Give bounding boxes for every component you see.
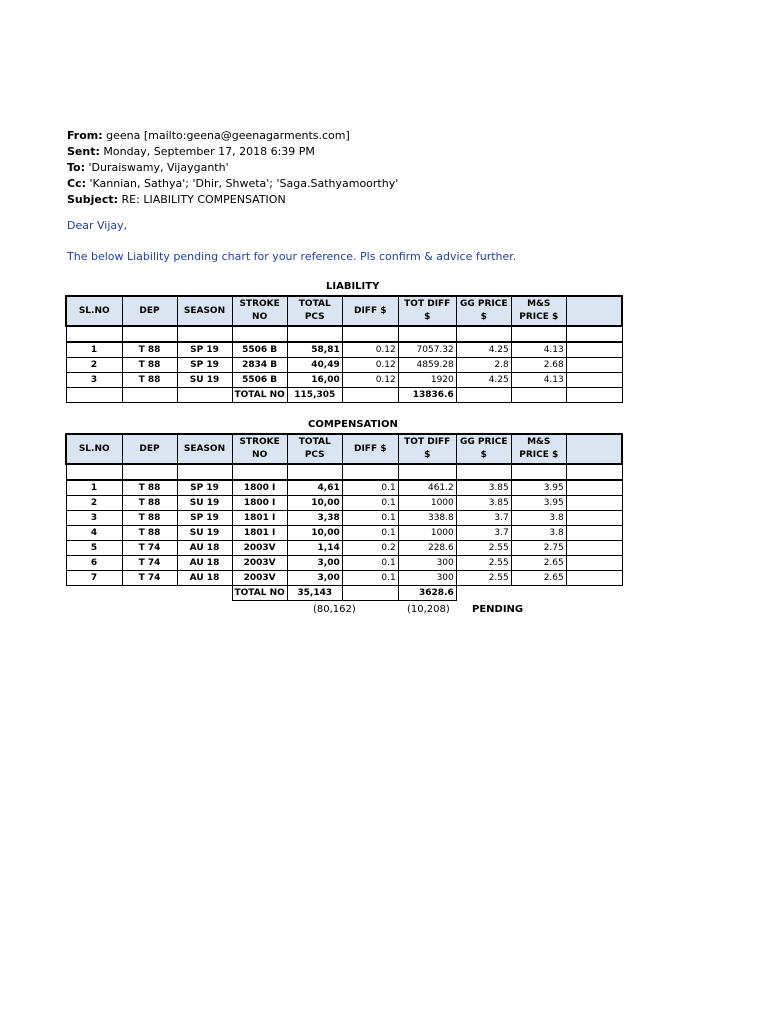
column-header: TOTAL PCS [287,296,342,326]
empty-cell [122,388,177,403]
blank-cell [287,464,342,480]
cell-dep: T 74 [122,541,177,556]
pending-pcs: (80,162) [313,604,356,615]
column-header [566,296,622,326]
cell-stroke: 2834 B [232,358,287,373]
table-row [66,511,622,526]
cc-row [67,176,398,192]
column-header: STROKE NO [232,434,287,464]
cell-sl: 1 [66,342,122,358]
cell-totdiff: 300 [398,571,456,586]
total-label: TOTAL NO [232,388,287,403]
cell-sl: 7 [66,571,122,586]
empty-cell [456,388,511,403]
empty-cell [566,480,622,496]
cell-diff: 0.1 [342,556,398,571]
cell-stroke: 5506 B [232,342,287,358]
cell-sl: 2 [66,358,122,373]
table-row [66,496,622,511]
cell-diff: 0.12 [342,358,398,373]
cell-pcs: 58,81 [287,342,342,358]
cell-diff: 0.1 [342,511,398,526]
cell-gg: 2.55 [456,571,511,586]
column-header: STROKE NO [232,296,287,326]
empty-cell [122,586,177,601]
empty-cell [566,541,622,556]
column-header: GG PRICE $ [456,434,511,464]
cell-season: SP 19 [177,511,232,526]
cell-pcs: 16,00 [287,373,342,388]
column-header: DEP [122,296,177,326]
cell-sl: 1 [66,480,122,496]
blank-cell [232,464,287,480]
subject-value: RE: LIABILITY COMPENSATION [118,193,286,206]
cell-totdiff: 228.6 [398,541,456,556]
to-label: To: [67,161,85,174]
cell-totdiff: 338.8 [398,511,456,526]
column-header: DIFF $ [342,296,398,326]
cell-ms: 4.13 [511,342,566,358]
blank-cell [122,464,177,480]
cell-totdiff: 461.2 [398,480,456,496]
column-header: DIFF $ [342,434,398,464]
empty-cell [566,511,622,526]
subject-label: Subject: [67,193,119,206]
cell-gg: 3.7 [456,526,511,541]
cell-stroke: 2003V [232,541,287,556]
blank-cell [456,326,511,342]
cell-pcs: 10,00 [287,526,342,541]
blank-cell [566,326,622,342]
cell-sl: 4 [66,526,122,541]
blank-cell [342,326,398,342]
empty-cell [511,586,566,601]
cell-ms: 3.8 [511,511,566,526]
column-header: SEASON [177,434,232,464]
blank-cell [398,464,456,480]
cell-dep: T 74 [122,571,177,586]
cell-stroke: 1800 I [232,480,287,496]
header-row [66,296,622,326]
cell-pcs: 10,00 [287,496,342,511]
column-header: M&S PRICE $ [511,434,566,464]
empty-cell [566,342,622,358]
cell-pcs: 1,14 [287,541,342,556]
cell-sl: 3 [66,373,122,388]
blank-cell [66,326,122,342]
cell-diff: 0.12 [342,342,398,358]
blank-cell [287,326,342,342]
blank-cell [122,326,177,342]
empty-cell [456,586,511,601]
email-header [67,128,398,208]
column-header: SEASON [177,296,232,326]
cell-pcs: 3,00 [287,571,342,586]
blank-cell [566,464,622,480]
blank-cell [177,326,232,342]
blank-cell [511,464,566,480]
cell-gg: 4.25 [456,342,511,358]
cc-value: 'Kannian, Sathya'; 'Dhir, Shweta'; 'Saga.Sathyamoorthy' [86,177,399,190]
cell-gg: 2.55 [456,541,511,556]
cell-ms: 2.75 [511,541,566,556]
cell-gg: 3.7 [456,511,511,526]
cell-ms: 3.8 [511,526,566,541]
cell-totdiff: 7057.32 [398,342,456,358]
cc-label: Cc: [67,177,86,190]
cell-diff: 0.1 [342,496,398,511]
total-diff: 3628.6 [398,586,456,601]
cell-sl: 6 [66,556,122,571]
total-label: TOTAL NO [232,586,287,601]
liability-title: LIABILITY [326,281,380,292]
cell-ms: 2.65 [511,556,566,571]
cell-sl: 5 [66,541,122,556]
empty-cell [66,388,122,403]
table-row [66,358,622,373]
column-header: SL.NO [66,296,122,326]
column-header: TOTAL PCS [287,434,342,464]
cell-diff: 0.2 [342,541,398,556]
cell-pcs: 3,00 [287,556,342,571]
column-header: SL.NO [66,434,122,464]
total-row [66,388,622,403]
total-row [66,586,622,601]
cell-diff: 0.1 [342,480,398,496]
cell-gg: 4.25 [456,373,511,388]
empty-cell [566,358,622,373]
compensation-table [65,433,623,601]
cell-ms: 4.13 [511,373,566,388]
to-row [67,160,398,176]
cell-dep: T 88 [122,526,177,541]
cell-diff: 0.1 [342,571,398,586]
empty-cell [566,388,622,403]
cell-totdiff: 1000 [398,496,456,511]
cell-ms: 3.95 [511,480,566,496]
cell-ms: 2.68 [511,358,566,373]
cell-stroke: 1801 I [232,511,287,526]
column-header: TOT DIFF $ [398,296,456,326]
cell-gg: 3.85 [456,480,511,496]
cell-gg: 3.85 [456,496,511,511]
cell-season: SP 19 [177,342,232,358]
table-row [66,526,622,541]
cell-ms: 3.95 [511,496,566,511]
empty-cell [177,586,232,601]
empty-cell [66,586,122,601]
cell-stroke: 5506 B [232,373,287,388]
cell-totdiff: 1000 [398,526,456,541]
cell-ms: 2.65 [511,571,566,586]
message-text: The below Liability pending chart for your reference. Pls confirm & advice further. [67,250,517,263]
cell-stroke: 1800 I [232,496,287,511]
pending-diff: (10,208) [407,604,450,615]
empty-cell [177,388,232,403]
cell-season: SP 19 [177,480,232,496]
table-row [66,571,622,586]
blank-cell [177,464,232,480]
sent-value: Monday, September 17, 2018 6:39 PM [99,145,315,158]
cell-dep: T 88 [122,480,177,496]
table-row [66,480,622,496]
empty-cell [511,388,566,403]
cell-sl: 3 [66,511,122,526]
cell-season: SU 19 [177,526,232,541]
cell-dep: T 88 [122,511,177,526]
total-pcs: 35,143 [287,586,342,601]
empty-cell [566,373,622,388]
cell-dep: T 88 [122,496,177,511]
cell-pcs: 3,38 [287,511,342,526]
cell-dep: T 88 [122,373,177,388]
cell-diff: 0.12 [342,373,398,388]
total-pcs: 115,305 [287,388,342,403]
column-header: M&S PRICE $ [511,296,566,326]
empty-cell [566,556,622,571]
column-header [566,434,622,464]
table-row [66,541,622,556]
greeting: Dear Vijay, [67,219,128,232]
cell-totdiff: 1920 [398,373,456,388]
cell-diff: 0.1 [342,526,398,541]
blank-cell [342,464,398,480]
blank-row [66,464,622,480]
cell-season: SU 19 [177,373,232,388]
cell-season: AU 18 [177,541,232,556]
compensation-title: COMPENSATION [308,419,398,430]
blank-cell [66,464,122,480]
empty-cell [566,526,622,541]
total-diff: 13836.6 [398,388,456,403]
cell-stroke: 2003V [232,571,287,586]
blank-row [66,326,622,342]
column-header: TOT DIFF $ [398,434,456,464]
sent-row [67,144,398,160]
cell-gg: 2.55 [456,556,511,571]
cell-season: AU 18 [177,571,232,586]
cell-totdiff: 300 [398,556,456,571]
column-header: GG PRICE $ [456,296,511,326]
liability-table [65,295,623,403]
cell-pcs: 40,49 [287,358,342,373]
cell-season: SU 19 [177,496,232,511]
empty-cell [566,586,622,601]
from-row [67,128,398,144]
cell-dep: T 88 [122,342,177,358]
blank-cell [511,326,566,342]
cell-sl: 2 [66,496,122,511]
table-row [66,342,622,358]
empty-cell [566,571,622,586]
blank-cell [456,464,511,480]
blank-cell [232,326,287,342]
column-header: DEP [122,434,177,464]
subject-row [67,192,398,208]
cell-pcs: 4,61 [287,480,342,496]
to-value: 'Duraiswamy, Vijayganth' [85,161,229,174]
sent-label: Sent: [67,145,100,158]
cell-season: SP 19 [177,358,232,373]
from-value[interactable]: geena [mailto:geena@geenagarments.com] [102,129,350,142]
cell-season: AU 18 [177,556,232,571]
cell-dep: T 74 [122,556,177,571]
empty-cell [342,586,398,601]
table-row [66,373,622,388]
pending-label: PENDING [472,604,524,615]
cell-dep: T 88 [122,358,177,373]
cell-stroke: 1801 I [232,526,287,541]
cell-stroke: 2003V [232,556,287,571]
cell-totdiff: 4859.28 [398,358,456,373]
blank-cell [398,326,456,342]
from-label: From: [67,129,103,142]
table-row [66,556,622,571]
empty-cell [566,496,622,511]
cell-gg: 2.8 [456,358,511,373]
header-row [66,434,622,464]
empty-cell [342,388,398,403]
